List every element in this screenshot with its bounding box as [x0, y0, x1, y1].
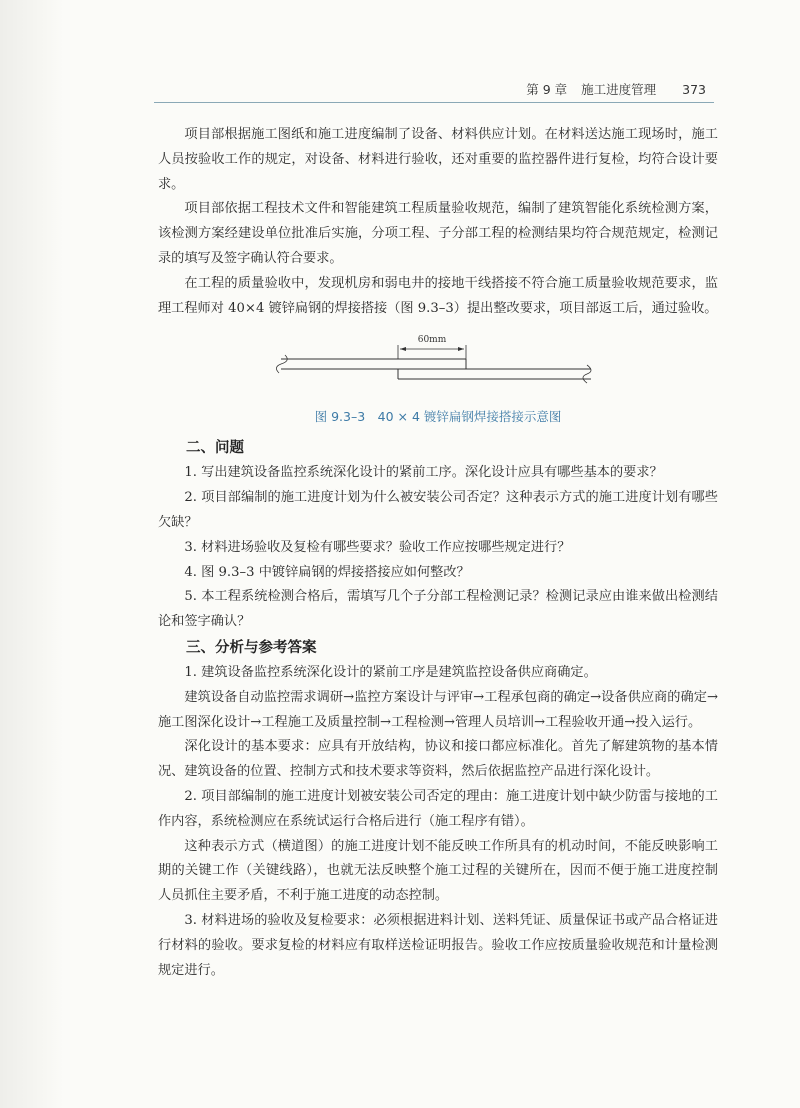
- section-heading-questions: 二、问题: [186, 440, 244, 457]
- question-item: 2. 项目部编制的施工进度计划为什么被安装公司否定？这种表示方式的施工进度计划有哪些欠缺？: [158, 490, 718, 530]
- weld-lap-diagram: [273, 325, 603, 403]
- answer-paragraph: 2. 项目部编制的施工进度计划被安装公司否定的理由：施工进度计划中缺少防雷与接地的工作内容，系统检测应在系统试运行合格后进行（施工程序有错）。: [158, 788, 718, 829]
- answer-paragraph: 建筑设备自动监控需求调研→监控方案设计与评审→工程承包商的确定→设备供应商的确定→施工图深化设计→工程施工及质量控制→工程检测→管理人员培训→工程验收开通→投入运行。: [158, 689, 718, 730]
- header-text: [526, 80, 706, 98]
- question-item: 1. 写出建筑设备监控系统深化设计的紧前工序。深化设计应具有哪些基本的要求？: [184, 465, 663, 481]
- figure-caption: 图 9.3–3 40 × 4 镀锌扁钢焊接搭接示意图: [314, 409, 562, 425]
- paragraph: 在工程的质量验收中，发现机房和弱电井的接地干线搭接不符合施工质量验收规范要求，监理工程师对 40×4 镀锌扁钢的焊接搭接（图 9.3–3）提出整改要求，项目部返工后，通过验收。: [158, 275, 718, 316]
- answer-paragraph: 3. 材料进场的验收及复检要求：必须根据进料计划、送料凭证、质量保证书或产品合格证进行材料的验收。要求复检的材料应有取样送检证明报告。验收工作应按质量验收规范和计量检测规定进行。: [158, 912, 718, 978]
- answer-paragraph: 这种表示方式（横道图）的施工进度计划不能反映工作所具有的机动时间，不能反映影响工期的关键工作（关键线路），也就无法反映整个施工过程的关键所在，因而不便于施工进度控制人员抓住主要矛盾，不利于施工进度的动态控制。: [158, 838, 718, 904]
- answer-paragraph: 1. 建筑设备监控系统深化设计的紧前工序是建筑监控设备供应商确定。: [184, 664, 597, 680]
- question-item: 3. 材料进场验收及复检有哪些要求？验收工作应按哪些规定进行？: [184, 539, 571, 555]
- question-item: 4. 图 9.3–3 中镀锌扁钢的焊接搭接应如何整改？: [184, 564, 470, 580]
- page-edge-shadow: [0, 0, 64, 1108]
- page-number: 373: [682, 82, 706, 97]
- section-heading-answers: 三、分析与参考答案: [186, 639, 317, 656]
- running-header: [154, 78, 714, 103]
- header-title: 施工进度管理: [581, 82, 657, 97]
- answer-paragraph: 深化设计的基本要求：应具有开放结构，协议和接口都应标准化。首先了解建筑物的基本情况、建筑设备的位置、控制方式和技术要求等资料，然后依据监控产品进行深化设计。: [158, 739, 718, 780]
- paragraph: 项目部依据工程技术文件和智能建筑工程质量验收规范，编制了建筑智能化系统检测方案，该检测方案经建设单位批准后实施，分项工程、子分部工程的检测结果均符合规范规定，检测记录的填写及签字确认符合要求。: [158, 201, 718, 266]
- paragraph: 项目部根据施工图纸和施工进度编制了设备、材料供应计划。在材料送达施工现场时，施工人员按验收工作的规定，对设备、材料进行验收，还对重要的监控器件进行复检，均符合设计要求。: [158, 127, 718, 192]
- dimension-label: 60mm: [417, 335, 447, 346]
- body-text: [158, 123, 718, 983]
- question-item: 5. 本工程系统检测合格后，需填写几个子分部工程检测记录？检测记录应由谁来做出检测结论和签字确认？: [158, 589, 718, 630]
- header-chapter: 第 9 章: [526, 82, 568, 97]
- figure-weld-lap: [158, 325, 718, 435]
